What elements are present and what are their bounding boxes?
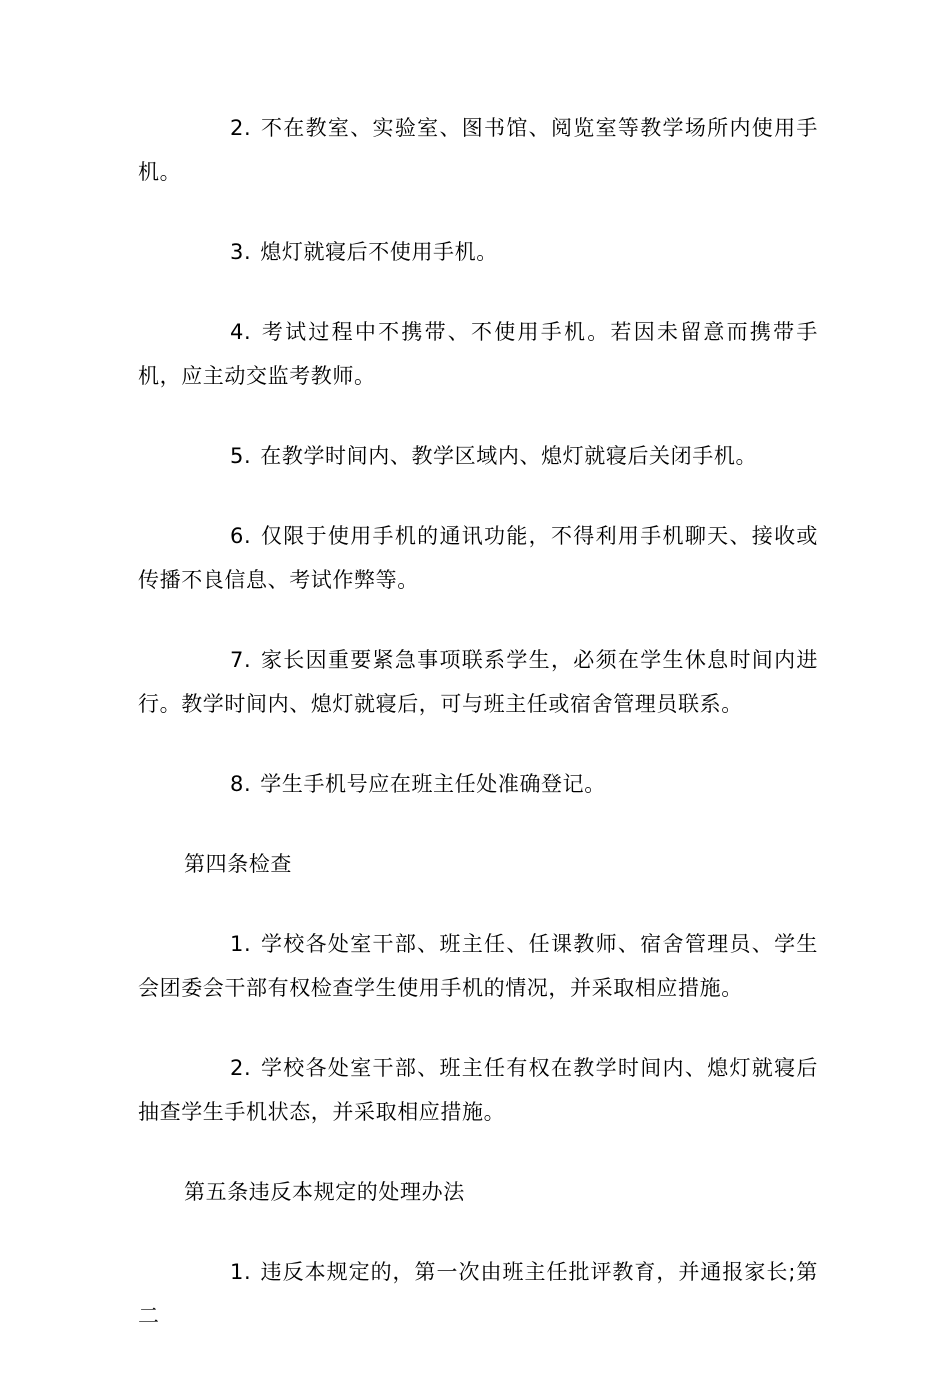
item-text: 违反本规定的，第一次由班主任批评教育，并通报家长;第二 [138, 1260, 818, 1328]
item-number: 6. [230, 524, 252, 548]
document-body [138, 106, 818, 1374]
inspection-item-2 [138, 1046, 818, 1134]
item-number: 3. [230, 240, 252, 264]
rule-item-3 [138, 230, 818, 274]
item-number: 1. [230, 1260, 252, 1284]
item-text: 仅限于使用手机的通讯功能，不得利用手机聊天、接收或传播不良信息、考试作弊等。 [138, 524, 818, 592]
item-number: 7. [230, 648, 252, 672]
item-number: 2. [230, 1056, 252, 1080]
item-text: 学校各处室干部、班主任、任课教师、宿舍管理员、学生会团委会干部有权检查学生使用手机的情况，并采取相应措施。 [138, 932, 818, 1000]
rule-item-2 [138, 106, 818, 194]
violation-item-1 [138, 1250, 818, 1338]
rule-item-6 [138, 514, 818, 602]
rule-item-8 [138, 762, 818, 806]
item-text: 熄灯就寝后不使用手机。 [260, 240, 498, 264]
section-heading-violations: 第五条违反本规定的处理办法 [184, 1180, 465, 1204]
item-number: 1. [230, 932, 252, 956]
rule-item-4 [138, 310, 818, 398]
item-number: 2. [230, 116, 252, 140]
inspection-item-1 [138, 922, 818, 1010]
rule-item-5 [138, 434, 818, 478]
item-number: 8. [230, 772, 252, 796]
section-heading-inspection: 第四条检查 [184, 852, 292, 876]
item-text: 学生手机号应在班主任处准确登记。 [260, 772, 606, 796]
rule-item-7 [138, 638, 818, 726]
item-text: 在教学时间内、教学区域内、熄灯就寝后关闭手机。 [260, 444, 758, 468]
item-number: 5. [230, 444, 252, 468]
item-text: 考试过程中不携带、不使用手机。若因未留意而携带手机，应主动交监考教师。 [138, 320, 818, 388]
item-number: 4. [230, 320, 252, 344]
item-text: 学校各处室干部、班主任有权在教学时间内、熄灯就寝后抽查学生手机状态，并采取相应措施。 [138, 1056, 818, 1124]
item-text: 家长因重要紧急事项联系学生，必须在学生休息时间内进行。教学时间内、熄灯就寝后，可与班主任或宿舍管理员联系。 [138, 648, 818, 716]
item-text: 不在教室、实验室、图书馆、阅览室等教学场所内使用手机。 [138, 116, 818, 184]
